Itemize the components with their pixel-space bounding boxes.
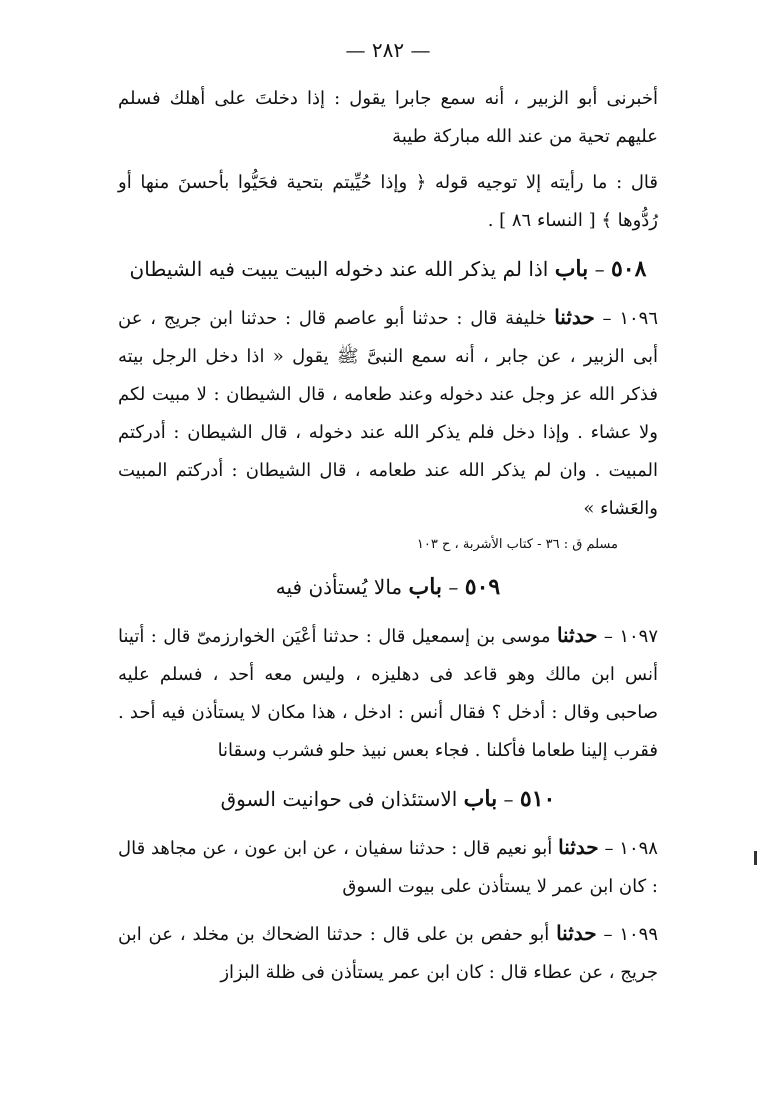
scan-edge-mark	[754, 851, 757, 865]
chapter-title: مالا يُستأذن فيه	[275, 575, 403, 599]
hadith-1099: ١٠٩٩ – حدثنا أبو حفص بن على قال : حدثنا الضحاك بن مخلد ، عن ابن جريج ، عن عطاء قال : كان ابن عمر يستأذن فى ظلة البزاز	[118, 921, 658, 983]
hadith-1098: ١٠٩٨ – حدثنا أبو نعيم قال : حدثنا سفيان ، عن ابن عون ، عن مجاهد قال : كان ابن عمر لا يستأذن على بيوت السوق	[118, 835, 658, 897]
hadith-number: ١٠٩٩	[619, 924, 658, 945]
hadith-text: أبو نعيم قال : حدثنا سفيان ، عن ابن عون ، عن مجاهد قال : كان ابن عمر لا يستأذن على بيوت السوق	[118, 838, 658, 897]
chapter-bab-word: باب	[554, 256, 589, 282]
haddathana-word: حدثنا	[554, 305, 595, 329]
chapter-heading-510: ٥١٠ – باب الاستئذان فى حوانيت السوق	[220, 786, 556, 812]
hadith-1096: ١٠٩٦ – حدثنا خليفة قال : حدثنا أبو عاصم قال : حدثنا ابن جريج ، عن أبى الزبير ، عن جابر ، أنه سمع النبىَّ ﷺ يقول « اذا دخل الرجل بيته فذكر الله عز وجل عند دخوله وعند طعامه ، قال الشيطان : لا مبيت لكم ولا عشاء . وإذا دخل فلم يذكر الله عند دخوله ، قال الشيطان : أدركتم المبيت . وان لم يذكر الله عند طعامه ، قال الشيطان : أدركتم المبيت والعَشاء »	[118, 305, 658, 519]
hadith-number: ١٠٩٧	[619, 626, 658, 647]
page	[118, 38, 658, 1000]
hadith-number: ١٠٩٦	[619, 308, 658, 329]
chapter-number: ٥٠٩	[464, 574, 501, 600]
chapter-title: اذا لم يذكر الله عند دخوله البيت يبيت فيه الشيطان	[129, 257, 549, 281]
chapter-bab-word: باب	[463, 786, 498, 812]
chapter-heading-508: ٥٠٨ – باب اذا لم يذكر الله عند دخوله البيت يبيت فيه الشيطان	[129, 256, 647, 282]
hadith-text: موسى بن إسمعيل قال : حدثنا أعْيَن الخوارزمىّ قال : أتينا أنس ابن مالك وهو قاعد فى دهليزه ، وليس معه أحد ، فسلم عليه صاحبى وقال : أدخل ؟ فقال أنس : ادخل ، هذا مكان لا يستأذن فيه أحد . فقرب إلينا طعاما فأكلنا . فجاء بعس نبيذ حلو فشرب وسقانا	[118, 626, 658, 761]
haddathana-word: حدثنا	[556, 921, 597, 945]
chapter-title: الاستئذان فى حوانيت السوق	[220, 787, 458, 811]
page-number: — ٢٨٢ —	[345, 38, 431, 62]
paragraph-quran-note: قال : ما رأيته إلا توجيه قوله ﴿ وإذا حُيِّيتم بتحية فحَيُّوا بأحسنَ منها أو رُدُّوها ﴾ [ النساء ٨٦ ] .	[118, 172, 658, 231]
chapter-bab-word: باب	[408, 574, 443, 600]
haddathana-word: حدثنا	[558, 835, 599, 859]
paragraph-continuation: أخبرنى أبو الزبير ، أنه سمع جابرا يقول : إذا دخلتَ على أهلك فسلم عليهم تحية من عند الله مباركة طيبة	[118, 88, 658, 147]
hadith-1097: ١٠٩٧ – حدثنا موسى بن إسمعيل قال : حدثنا أعْيَن الخوارزمىّ قال : أتينا أنس ابن مالك وهو قاعد فى دهليزه ، وليس معه أحد ، فسلم عليه صاحبى وقال : أدخل ؟ فقال أنس : ادخل ، هذا مكان لا يستأذن فيه أحد . فقرب إلينا طعاما فأكلنا . فجاء بعس نبيذ حلو فشرب وسقانا	[118, 623, 658, 761]
hadith-number: ١٠٩٨	[619, 838, 658, 859]
chapter-heading-509: ٥٠٩ – باب مالا يُستأذن فيه	[275, 574, 501, 600]
source-reference: مسلم ق : ٣٦ - كتاب الأشربة ، ح ١٠٣	[416, 537, 618, 552]
haddathana-word: حدثنا	[556, 623, 598, 647]
hadith-text: أبو حفص بن على قال : حدثنا الضحاك بن مخلد ، عن ابن جريج ، عن عطاء قال : كان ابن عمر يستأذن فى ظلة البزاز	[118, 924, 658, 983]
chapter-number: ٥١٠	[519, 786, 556, 812]
chapter-number: ٥٠٨	[610, 256, 647, 282]
hadith-text: خليفة قال : حدثنا أبو عاصم قال : حدثنا ابن جريج ، عن أبى الزبير ، عن جابر ، أنه سمع النبىَّ ﷺ يقول « اذا دخل الرجل بيته فذكر الله عز وجل عند دخوله وعند طعامه ، قال الشيطان : لا مبيت لكم ولا عشاء . وإذا دخل فلم يذكر الله عند دخوله ، قال الشيطان : أدركتم المبيت . وان لم يذكر الله عند طعامه ، قال الشيطان : أدركتم المبيت والعَشاء »	[118, 308, 658, 519]
